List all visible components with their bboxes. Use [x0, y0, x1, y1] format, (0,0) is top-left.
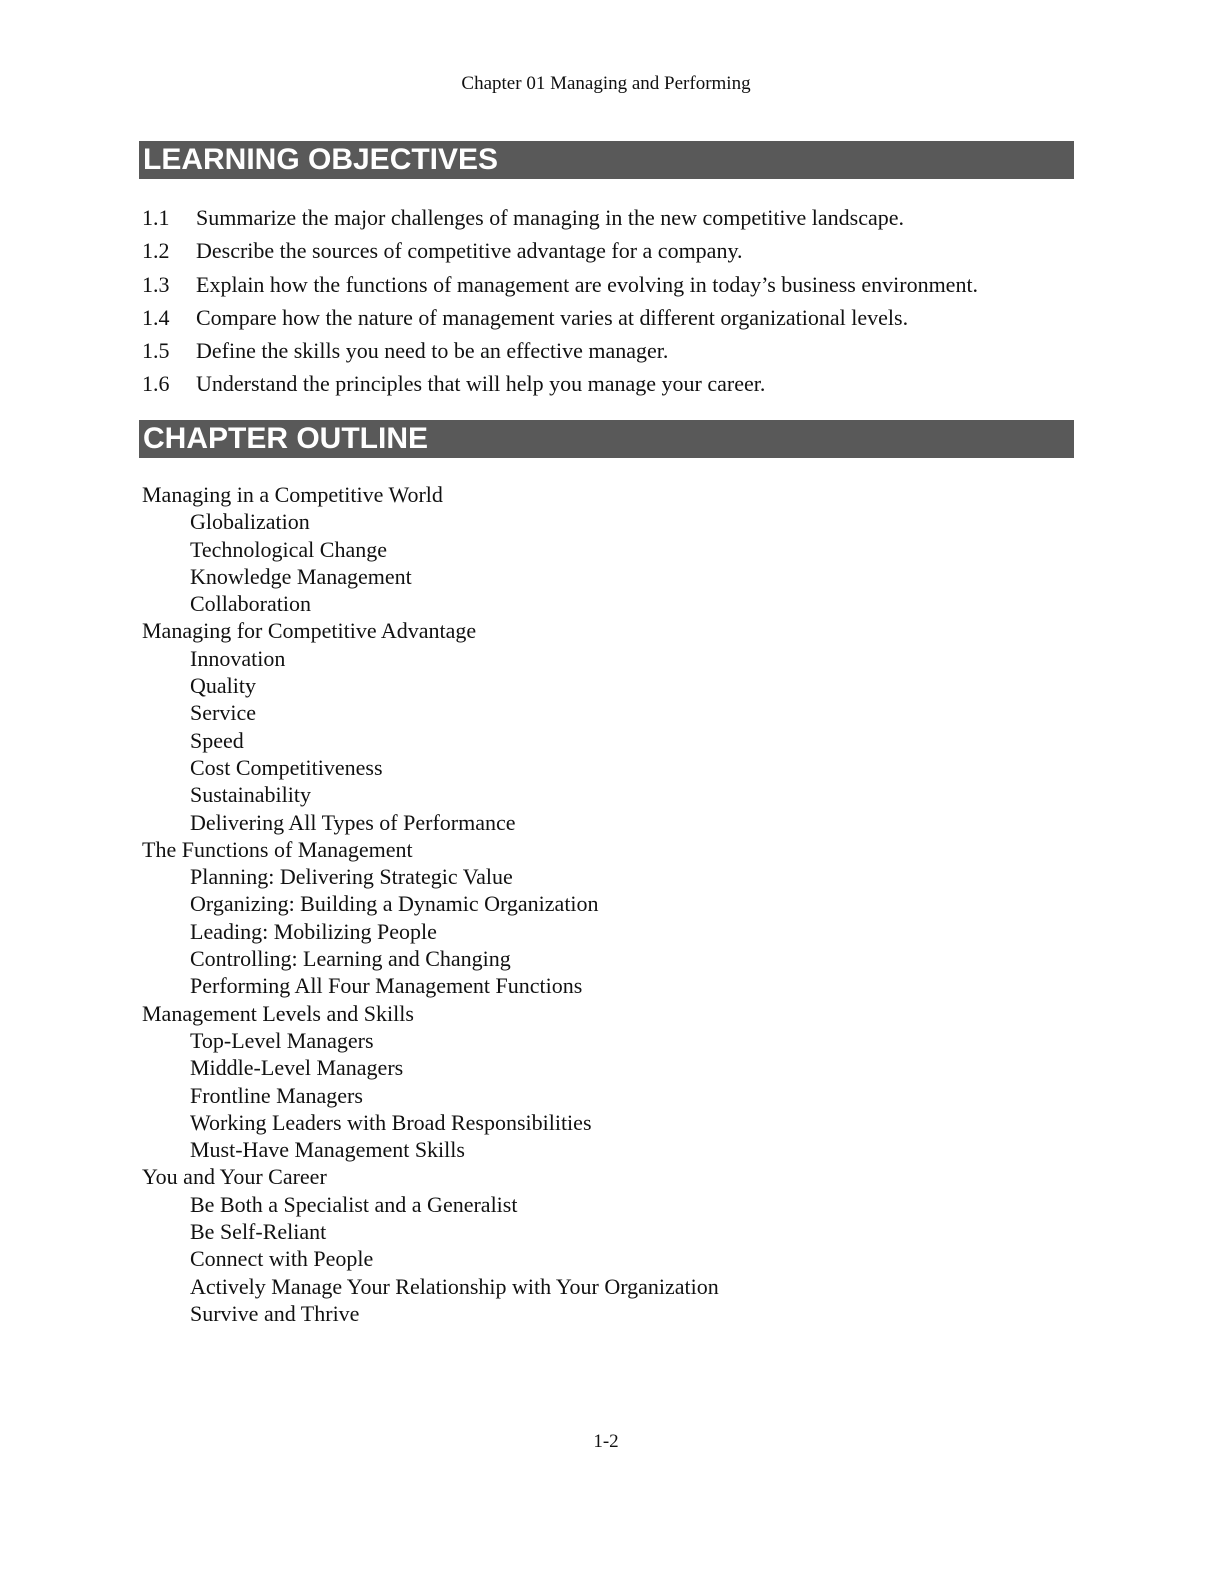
objective-text: Define the skills you need to be an effective manager. — [196, 338, 669, 364]
learning-objectives-list — [142, 201, 1082, 401]
outline-subtopic: Leading: Mobilizing People — [190, 918, 437, 944]
outline-topic-title: Managing in a Competitive World — [142, 482, 443, 507]
outline-subtopic-list — [142, 508, 1042, 617]
outline-subtopic: Controlling: Learning and Changing — [190, 946, 511, 972]
outline-subtopic: Be Self-Reliant — [190, 1219, 327, 1245]
outline-topic-title: Managing for Competitive Advantage — [142, 618, 477, 644]
outline-topic — [142, 836, 1042, 1000]
outline-subtopic: Delivering All Types of Performance — [190, 809, 516, 835]
objective-text: Describe the sources of competitive advantage for a company. — [196, 238, 743, 264]
outline-subtopic: Technological Change — [190, 536, 388, 562]
outline-subtopic: Quality — [190, 673, 256, 699]
outline-subtopic-list — [142, 645, 1042, 836]
objective-text: Compare how the nature of management varies at different organizational levels. — [196, 304, 909, 330]
outline-subtopic-list — [142, 863, 1042, 999]
outline-subtopic: Innovation — [190, 645, 286, 671]
outline-subtopic: Must-Have Management Skills — [190, 1137, 465, 1163]
objective-text: Summarize the major challenges of managing in the new competitive landscape. — [196, 205, 905, 230]
outline-topic-title: Management Levels and Skills — [142, 1000, 414, 1026]
outline-subtopic: Collaboration — [190, 591, 311, 617]
objective-item — [142, 201, 1082, 234]
objective-number: 1.5 — [142, 338, 170, 364]
outline-subtopic: Top-Level Managers — [190, 1027, 374, 1053]
outline-subtopic: Sustainability — [190, 782, 311, 808]
outline-subtopic: Knowledge Management — [190, 563, 412, 589]
outline-subtopic-list — [142, 1027, 1042, 1163]
outline-subtopic: Connect with People — [190, 1246, 374, 1272]
outline-subtopic: Organizing: Building a Dynamic Organization — [190, 891, 599, 917]
outline-subtopic: Actively Manage Your Relationship with Your Organization — [190, 1273, 719, 1299]
outline-subtopic: Working Leaders with Broad Responsibilities — [190, 1109, 592, 1135]
objective-number: 1.6 — [142, 371, 170, 397]
outline-subtopic: Frontline Managers — [190, 1082, 363, 1108]
objective-number: 1.1 — [142, 205, 170, 230]
chapter-outline-list — [142, 481, 1042, 1327]
outline-topic — [142, 1000, 1042, 1164]
outline-topic — [142, 617, 1042, 835]
objective-number: 1.2 — [142, 238, 170, 264]
outline-topic — [142, 481, 1042, 617]
outline-subtopic: Service — [190, 700, 256, 726]
outline-subtopic: Be Both a Specialist and a Generalist — [190, 1191, 518, 1217]
objective-item — [142, 367, 1082, 400]
outline-subtopic: Planning: Delivering Strategic Value — [190, 864, 513, 890]
chapter-outline-heading: CHAPTER OUTLINE — [139, 420, 1074, 458]
outline-topic-title: The Functions of Management — [142, 836, 413, 862]
outline-subtopic: Speed — [190, 727, 244, 753]
objective-text: Explain how the functions of management are evolving in today’s business environment. — [196, 271, 979, 297]
objective-number: 1.4 — [142, 304, 170, 330]
outline-topic — [142, 1163, 1042, 1327]
outline-subtopic: Middle-Level Managers — [190, 1055, 404, 1081]
objective-item — [142, 268, 1082, 301]
outline-subtopic: Cost Competitiveness — [190, 754, 383, 780]
running-header: Chapter 01 Managing and Performing — [461, 73, 751, 94]
objective-text: Understand the principles that will help you manage your career. — [196, 371, 766, 397]
outline-subtopic: Survive and Thrive — [190, 1300, 360, 1326]
page-number: 1-2 — [593, 1431, 619, 1452]
objective-item — [142, 301, 1082, 334]
learning-objectives-heading: LEARNING OBJECTIVES — [139, 141, 1074, 179]
objective-item — [142, 334, 1082, 367]
objective-item — [142, 234, 1082, 267]
outline-subtopic: Globalization — [190, 509, 310, 535]
objective-number: 1.3 — [142, 271, 170, 297]
outline-topic-title: You and Your Career — [142, 1164, 327, 1190]
outline-subtopic-list — [142, 1191, 1042, 1327]
outline-subtopic: Performing All Four Management Functions — [190, 973, 583, 999]
